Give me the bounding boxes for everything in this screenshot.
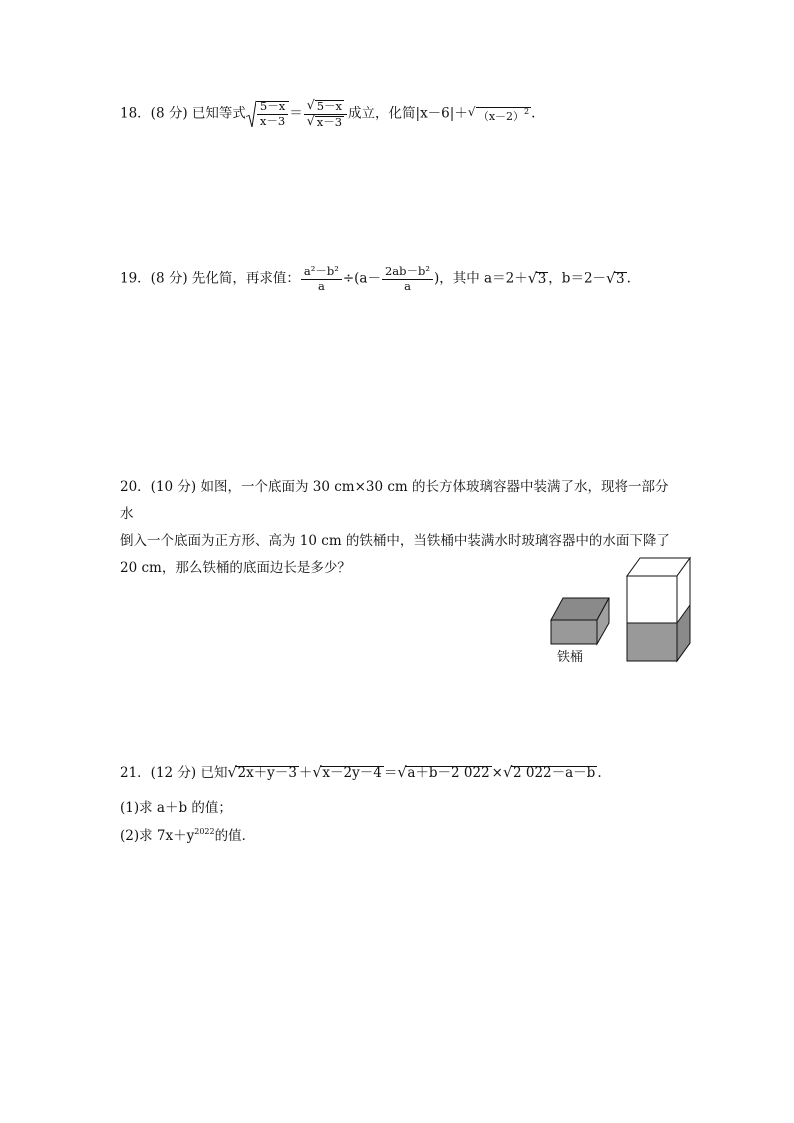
q20-figure [545, 556, 695, 668]
q18-lhs-frac: $\frac{5-x}{x-3}$ [257, 101, 288, 127]
q19-intro: 19．(8 分) 先化简，再求值： [120, 270, 300, 287]
q19-frac-2: $\frac{\text{2ab－b²}}{a}$ [382, 266, 433, 292]
q19-root-1: √ 3 [527, 268, 547, 287]
glass-container-shape [627, 558, 690, 661]
q19-root-2: √ 3 [606, 268, 625, 287]
q18-lhs-root [246, 101, 289, 127]
q20-line-2: 倒入一个底面为正方形、高为 10 cm 的铁桶中，当铁桶中装满水时玻璃容器中的水面下降了 [120, 533, 670, 549]
iron-bucket-label: 铁桶 [557, 650, 584, 665]
q21-root-2: √ x－2y－4 [312, 763, 382, 781]
q21-root-4: √ 2 022－a－b [502, 763, 596, 781]
question-21 [120, 763, 602, 781]
q20-line-1: 20．(10 分) 如图，一个底面为 30 cm×30 cm 的长方体玻璃容器中装满了水，现将一部分水 [120, 479, 669, 522]
q18-rhs-frac: √ 5－x √ x－3 [304, 100, 347, 128]
iron-bucket-shape [551, 598, 609, 644]
q21-root-3: √ a＋b－2 022 [397, 763, 490, 781]
q21-root-1: √ 2x＋y－3 [227, 763, 297, 781]
q19-tail-2: ，b＝2－ [548, 270, 607, 287]
q21-times: × [491, 765, 503, 781]
q19-div: ÷(a－ [342, 270, 381, 287]
question-19 [120, 266, 631, 292]
q18-end: . [531, 105, 536, 122]
q21-end: . [597, 765, 602, 781]
q21-part-1: (1)求 a＋b 的值； [120, 800, 232, 816]
q19-frac-1: $\frac{\text{a²－b²}}{a}$ [301, 266, 342, 292]
question-18: 18．(8 分) 已知等式 $\frac{5-x}{x-3}$ ＝ √ 5－x √ x－3 成立，化简|x－6|＋ √ $(x-2)^2$ . [120, 97, 536, 129]
q21-plus: ＋ [298, 765, 313, 781]
q18-intro: 18．(8 分) 已知等式 [120, 105, 246, 122]
q20-line-3: 20 cm，那么铁桶的底面边长是多少？ [120, 560, 351, 576]
q18-last-root: √ $(x-2)^2$ [467, 104, 530, 123]
q18-mid: 成立，化简|x－6|＋ [348, 105, 468, 122]
q21-equals: ＝ [383, 765, 398, 781]
radical-sign-icon [246, 101, 256, 127]
q21-part-2: (2)求 $7x+y^{2022}$的值． [120, 827, 256, 844]
q21-intro: 21．(12 分) 已知 [120, 765, 228, 781]
q19-tail-1: )，其中 a＝2＋ [434, 270, 528, 287]
q19-tail-3: . [626, 270, 631, 287]
